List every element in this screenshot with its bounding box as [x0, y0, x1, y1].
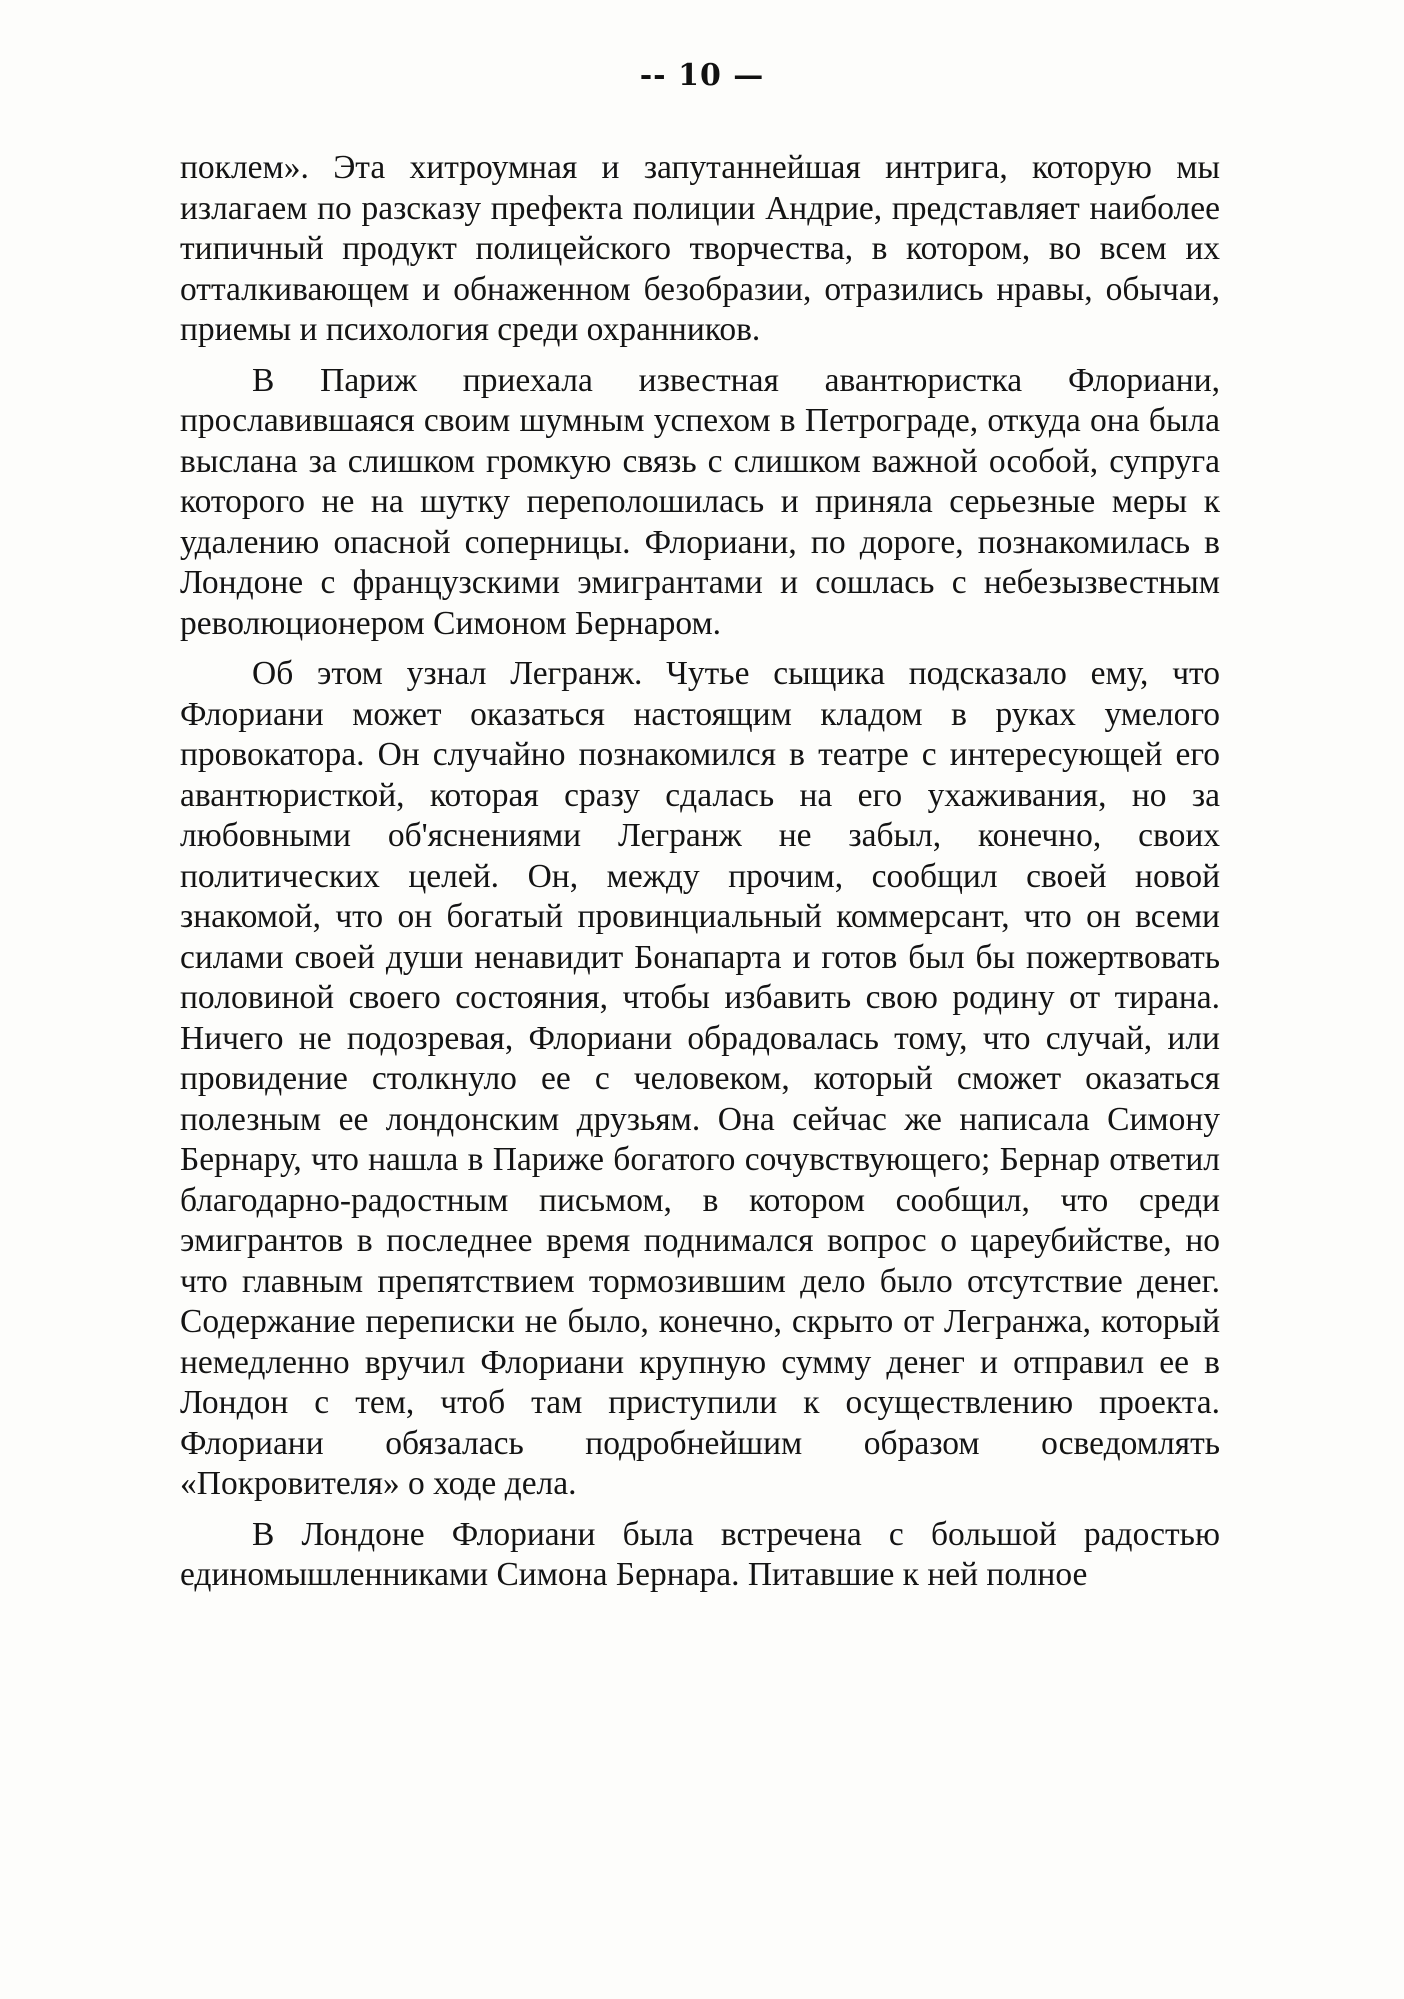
paragraph-legrange-scheme: Об этом узнал Легранж. Чутье сыщика подсказало ему, что Флориани может оказаться настоящим кладом в руках умелого провокатора. Он случайно познакомился в театре с интересующей его авантюристкой, которая сразу сдалась на его ухаживания, но за любовными об'яснениями Легранж не забыл, конечно, своих политических целей. Он, между прочим, сообщил своей новой знакомой, что он богатый провинциальный коммерсант, что он всеми силами своей души ненавидит Бонапарта и готов был бы пожертвовать половиной своего состояния, чтобы избавить свою родину от тирана. Ничего не подозревая, Флориани обрадовалась тому, что случай, или провидение столкнуло ее с человеком, который сможет оказаться полезным ее лондонским друзьям. Она сейчас же написала Симону Бернару, что нашла в Париже богатого сочувствующего; Бернар ответил благодарно-радостным письмом, в котором сообщил, что среди эмигрантов в последнее время поднимался вопрос о цареубийстве, но что главным препятствием тормозившим дело было отсутствие денег. Содержание переписки не было, конечно, скрыто от Легранжа, который немедленно вручил Флориани крупную сумму денег и отправил ее в Лондон с тем, чтоб там приступили к осуществлению проекта. Флориани обязалась подробнейшим образом осведомлять «Покровителя» о ходе дела.: [180, 655, 1220, 1502]
paragraph-london-meeting: В Лондоне Флориани была встречена с большой радостью единомышленниками Симона Бернара. Питавшие к ней полное: [180, 1515, 1220, 1593]
page-number: -- 10 —: [639, 58, 765, 93]
text-body: [180, 148, 1220, 1596]
paragraph-continuation: поклем». Эта хитроумная и запутаннейшая интрига, которую мы излагаем по разсказу префекта полиции Андрие, представляет наиболее типичный продукт полицейского творчества, в котором, во всем их отталкивающем и обнаженном безобразии, отразились нравы, обычаи, приемы и психология среди охранников.: [180, 149, 1220, 348]
paragraph-florian-arrival: В Париж приехала известная авантюристка Флориани, прославившаяся своим шумным успехом в Петрограде, откуда она была выслана за слишком громкую связь с слишком важной особой, супруга которого не на шутку переполошилась и приняла серьезные меры к удалению опасной соперницы. Флориани, по дороге, познакомилась в Лондоне с французскими эмигрантами и сошлась с небезызвестным революционером Симоном Бернаром.: [180, 361, 1220, 642]
